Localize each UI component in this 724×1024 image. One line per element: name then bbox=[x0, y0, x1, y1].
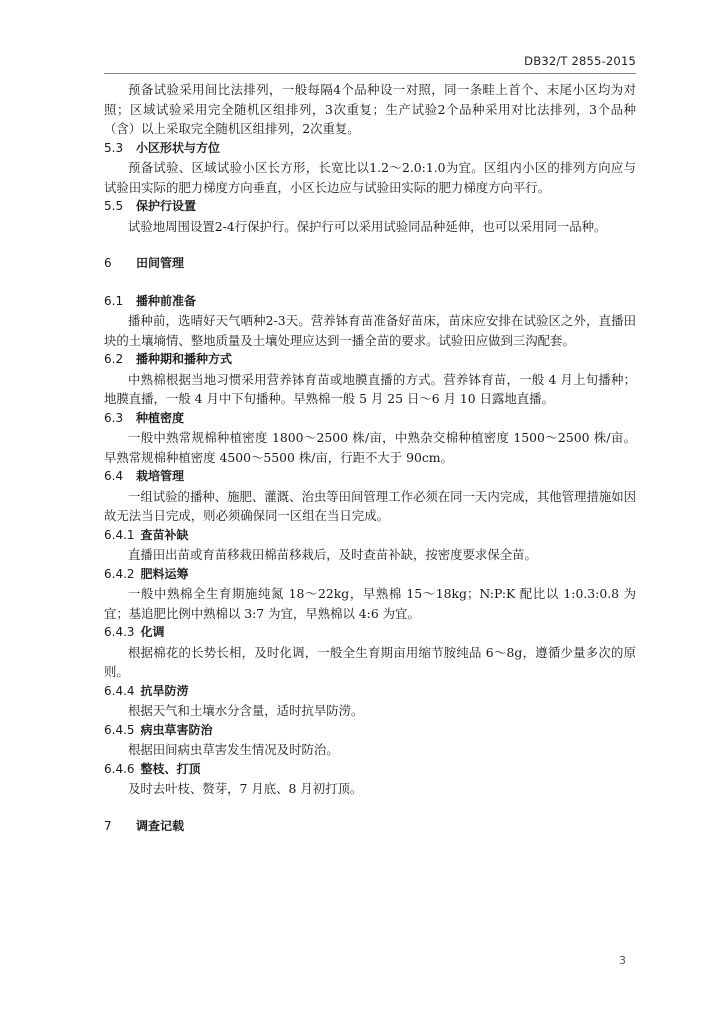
section-number: 7 bbox=[104, 818, 112, 833]
section-5-5-heading bbox=[104, 197, 636, 217]
section-6-4-6-heading bbox=[104, 760, 636, 780]
page-number: 3 bbox=[619, 954, 626, 967]
section-6-4-3-heading bbox=[104, 623, 636, 643]
section-number: 6.4 bbox=[104, 469, 124, 483]
section-6-4-3-paragraph: 根据棉花的长势长相，及时化调，一般全生育期亩用缩节胺纯品 6～8g，遵循少量多次的原则。 bbox=[104, 644, 636, 679]
section-6-4-heading bbox=[104, 467, 636, 487]
section-title: 种植密度 bbox=[136, 410, 185, 425]
section-5-5-paragraph: 试验地周围设置2-4行保护行。保护行可以采用试验同品种延伸，也可以采用同一品种。 bbox=[128, 218, 607, 234]
section-7-heading bbox=[104, 817, 636, 837]
section-title: 查苗补缺 bbox=[140, 527, 189, 542]
document-body bbox=[104, 80, 636, 836]
section-6-4-4-heading bbox=[104, 682, 636, 702]
section-title: 播种前准备 bbox=[136, 293, 197, 308]
section-number: 6.4.6 bbox=[104, 761, 135, 776]
section-number: 6 bbox=[104, 256, 112, 270]
section-number: 6.4.4 bbox=[104, 683, 135, 698]
section-number: 6.3 bbox=[104, 410, 124, 425]
header-rule bbox=[104, 73, 636, 74]
section-title: 保护行设置 bbox=[136, 199, 197, 213]
section-title: 化调 bbox=[140, 625, 165, 639]
section-6-heading bbox=[104, 254, 636, 274]
section-title: 肥料运筹 bbox=[140, 566, 189, 581]
section-number: 5.3 bbox=[104, 140, 124, 155]
section-6-3-paragraph: 一般中熟常规棉种植密度 1800～2500 株/亩，中熟杂交棉种植密度 1500～2500 株/亩。早熟常规棉种植密度 4500～5500 株/亩，行距不大于 90cm。 bbox=[104, 430, 636, 465]
section-6-4-2-paragraph: 一般中熟棉全生育期施纯氮 18～22kg，早熟棉 15～18kg；N:P:K 配比以 1:0.3:0.8 为宜；基追肥比例中熟棉以 3:7 为宜，早熟棉以 4:6 为宜。 bbox=[104, 586, 636, 621]
section-6-2-heading bbox=[104, 350, 636, 370]
section-title: 播种期和播种方式 bbox=[136, 352, 233, 366]
document-code: DB32/T 2855-2015 bbox=[524, 54, 636, 68]
section-6-2-paragraph: 中熟棉根据当地习惯采用营养钵育苗或地膜直播的方式。营养钵育苗，一般 4 月上旬播种；地膜直播，一般 4 月中下旬播种。早熟棉一般 5 月 25 日～6 月 10 日露地直播。 bbox=[104, 371, 636, 406]
section-number: 6.4.3 bbox=[104, 625, 135, 639]
section-title: 抗旱防涝 bbox=[140, 683, 189, 698]
section-5-3-heading bbox=[104, 139, 636, 159]
section-title: 调查记载 bbox=[136, 818, 185, 833]
section-6-1-paragraph: 播种前，选晴好天气晒种2-3天。营养钵育苗准备好苗床，苗床应安排在试验区之外，直播田块的土壤墒情、整地质量及土壤处理应达到一播全苗的要求。试验田应做到三沟配套。 bbox=[104, 313, 636, 348]
section-number: 6.4.5 bbox=[104, 722, 135, 737]
section-number: 5.5 bbox=[104, 199, 124, 213]
section-6-1-heading bbox=[104, 292, 636, 312]
section-5-2-paragraph: 预备试验采用间比法排列，一般每隔4个品种设一对照，同一条畦上首个、末尾小区均为对照；区域试验采用完全随机区组排列，3次重复；生产试验2个品种采用对比法排列，3个品种（含）以上采取完全随机区组排列，2次重复。 bbox=[104, 82, 636, 136]
section-title: 田间管理 bbox=[136, 256, 185, 270]
section-6-4-paragraph: 一组试验的播种、施肥、灌溉、治虫等田间管理工作必须在同一天内完成，其他管理措施如因故无法当日完成，则必须确保同一区组在当日完成。 bbox=[104, 488, 637, 523]
section-number: 6.4.2 bbox=[104, 566, 135, 581]
section-title: 整枝、打顶 bbox=[140, 761, 201, 776]
section-6-4-5-heading bbox=[104, 721, 636, 741]
section-6-4-5-paragraph: 根据田间病虫草害发生情况及时防治。 bbox=[128, 742, 339, 757]
section-5-3-paragraph: 预备试验、区域试验小区长方形，长宽比以1.2～2.0:1.0为宜。区组内小区的排列方向应与试验田实际的肥力梯度方向垂直，小区长边应与试验田实际的肥力梯度方向平行。 bbox=[104, 160, 636, 195]
section-number: 6.2 bbox=[104, 352, 124, 366]
section-6-4-1-heading bbox=[104, 526, 636, 546]
section-title: 小区形状与方位 bbox=[136, 140, 221, 155]
section-6-4-1-paragraph: 直播田出苗或育苗移栽田棉苗移栽后，及时查苗补缺，按密度要求保全苗。 bbox=[128, 547, 537, 562]
section-title: 栽培管理 bbox=[136, 469, 185, 483]
section-title: 病虫草害防治 bbox=[140, 722, 213, 737]
section-6-3-heading bbox=[104, 409, 636, 429]
section-6-4-4-paragraph: 根据天气和土壤水分含量，适时抗旱防涝。 bbox=[128, 703, 364, 718]
section-6-4-2-heading bbox=[104, 565, 636, 585]
section-number: 6.4.1 bbox=[104, 527, 135, 542]
section-6-4-6-paragraph: 及时去叶枝、赘芽，7 月底、8 月初打顶。 bbox=[128, 781, 363, 796]
section-number: 6.1 bbox=[104, 293, 124, 308]
